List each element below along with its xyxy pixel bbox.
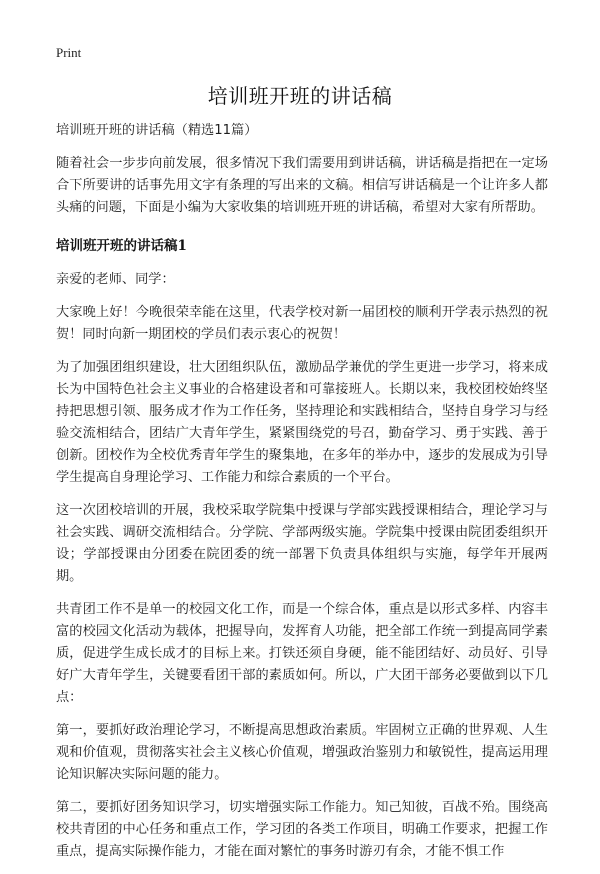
- salutation-paragraph: 亲爱的老师、同学：: [56, 272, 175, 287]
- section-heading: 培训班开班的讲话稿1: [56, 238, 187, 254]
- body-paragraph: 这一次团校培训的开展，我校采取学院集中授课与学部实践授课相结合，理论学习与社会实践、调研交流相结合。分学院、学部两级实施。学院集中授课由院团委组织开设；学部授课由分团委在院团委的统一部署下负责具体组织与实施，每学年开展两期。: [56, 503, 548, 584]
- intro-paragraph: 随着社会一步步向前发展，很多情况下我们需要用到讲话稿，讲话稿是指把在一定场合下所要讲的话事先用文字有条理的写出来的文稿。相信写讲话稿是一个让许多人都头痛的问题，下面是小编为大家收集的培训班开班的讲话稿，希望对大家有所帮助。: [56, 156, 548, 215]
- body-paragraph: 共青团工作不是单一的校园文化工作，而是一个综合体，重点是以形式多样、内容丰富的校园文化活动为载体，把握导向，发挥育人功能，把全部工作统一到提高同学素质，促进学生成长成才的目标上来。打铁还须自身硬，能不能团结好、动员好、引导好广大青年学生，关键要看团干部的素质如何。所以，广大团干部务必要做到以下几点：: [56, 602, 548, 705]
- article-subtitle: 培训班开班的讲话稿（精选11篇）: [56, 123, 258, 138]
- body-paragraph: 为了加强团组织建设，壮大团组织队伍，激励品学兼优的学生更进一步学习，将来成长为中国特色社会主义事业的合格建设者和可靠接班人。长期以来，我校团校始终坚持把思想引领、服务成才作为工作任务，坚持理论和实践相结合，坚持自身学习与经验交流相结合，团结广大青年学生，紧紧围绕党的号召，勤奋学习、勇于实践、善于创新。团校作为全校优秀青年学生的聚集地，在多年的举办中，逐步的发展成为引导学生提高自身理论学习、工作能力和综合素质的一个平台。: [56, 360, 548, 485]
- greeting-paragraph: 大家晚上好！今晚很荣幸能在这里，代表学校对新一届团校的顺利开学表示热烈的祝贺！同时向新一期团校的学员们表示衷心的祝贺！: [56, 305, 548, 342]
- print-link[interactable]: Print: [56, 45, 82, 60]
- page-title: 培训班开班的讲话稿: [207, 84, 393, 108]
- body-paragraph: 第二，要抓好团务知识学习，切实增强实际工作能力。知己知彼，百战不殆。围绕高校共青团的中心任务和重点工作，学习团的各类工作项目，明确工作要求，把握工作重点，提高实际操作能力，才能在面对繁忙的事务时游刃有余，才能不惧工作: [56, 800, 548, 859]
- body-paragraph: 第一，要抓好政治理论学习，不断提高思想政治素质。牢固树立正确的世界观、人生观和价值观，贯彻落实社会主义核心价值观，增强政治鉴别力和敏锐性，提高运用理论知识解决实际问题的能力。: [56, 723, 548, 782]
- article-body: [56, 120, 548, 874]
